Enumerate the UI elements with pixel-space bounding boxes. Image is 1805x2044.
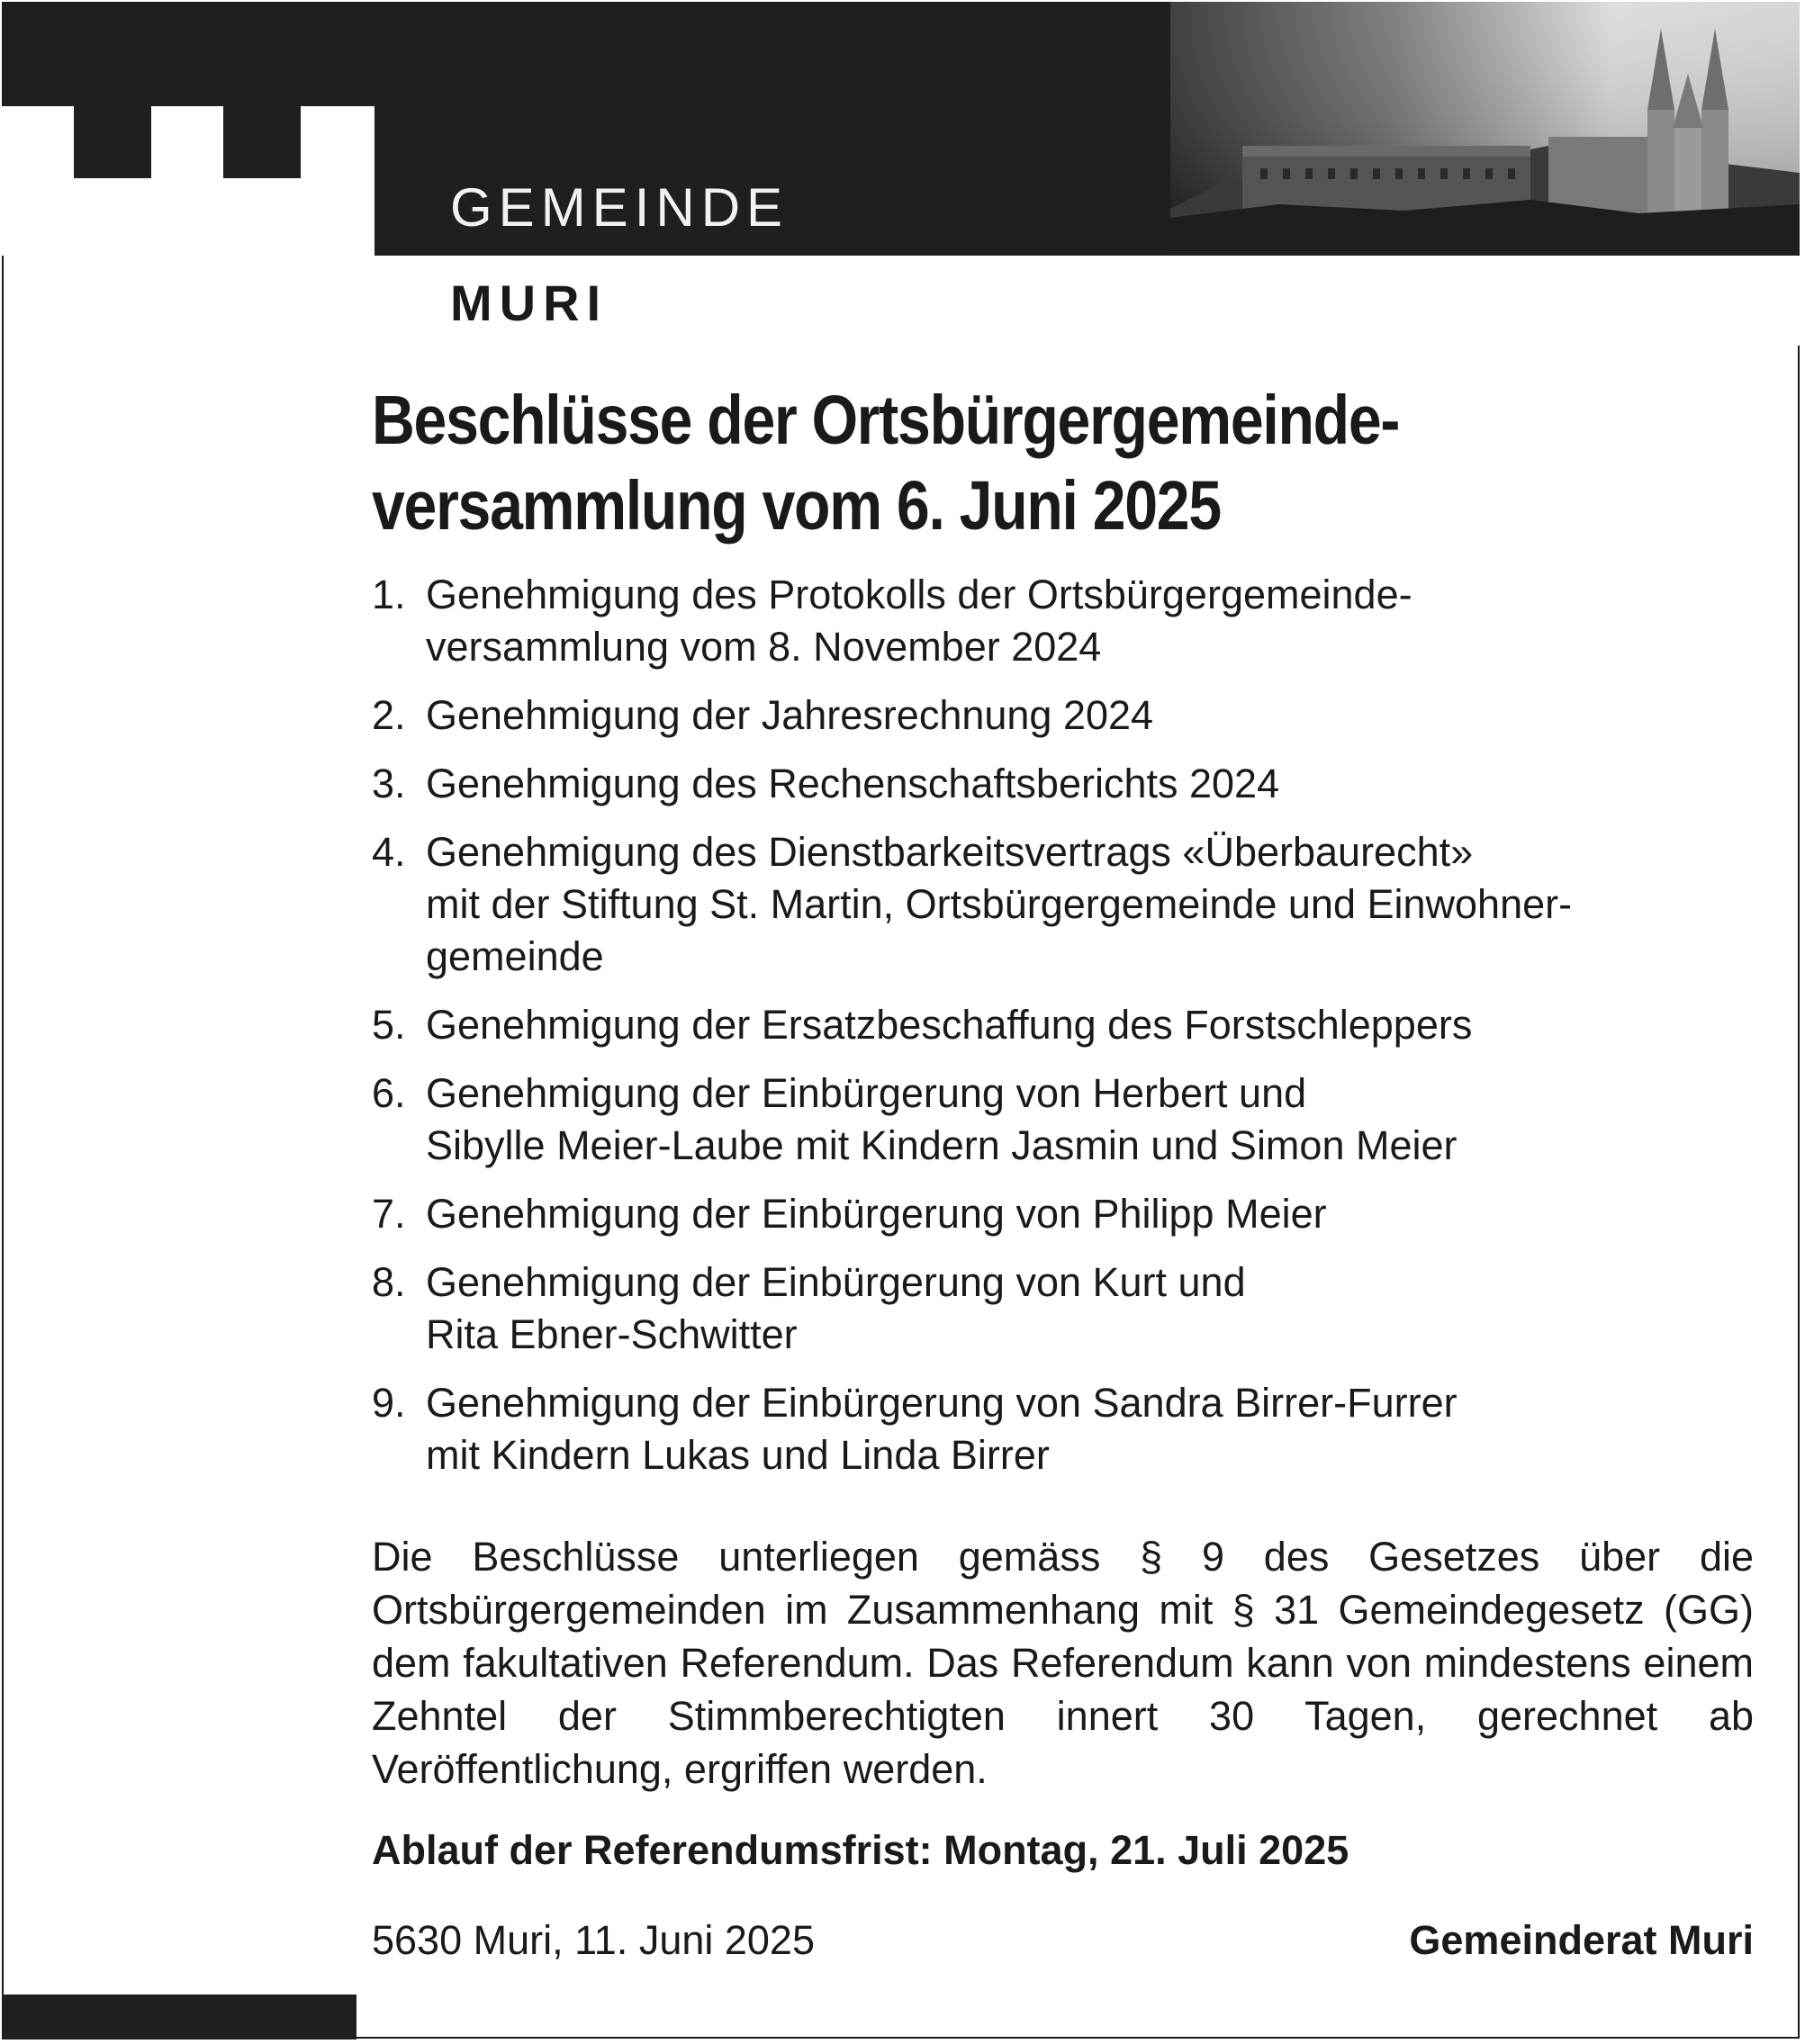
item-number: 7.: [372, 1191, 406, 1237]
item-text: Genehmigung des Rechenschaftsberichts 2024: [426, 761, 1280, 806]
list-item: [372, 1377, 1776, 1481]
place-date: 5630 Muri, 11. Juni 2025: [372, 1917, 815, 1963]
item-text: Genehmigung des Dienstbarkeitsvertrags «Überbaurecht» mit der Stiftung St. Martin, Ortsbürgergemeinde und Einwohner- gemeinde: [426, 829, 1573, 979]
list-item: [372, 1067, 1776, 1172]
crenellation-gap: [151, 106, 223, 178]
resolution-list: [372, 569, 1776, 1498]
item-text: Genehmigung des Protokolls der Ortsbürgergemeinde- versammlung vom 8. November 2024: [426, 572, 1412, 670]
item-text: Genehmigung der Einbürgerung von Sandra Birrer-Furrer mit Kindern Lukas und Linda Birrer: [426, 1380, 1458, 1478]
item-text: Genehmigung der Einbürgerung von Herbert und Sibylle Meier-Laube mit Kindern Jasmin und Simon Meier: [426, 1070, 1458, 1168]
title-line-2: versammlung vom 6. Juni 2025: [372, 467, 1221, 545]
item-text: Genehmigung der Einbürgerung von Kurt und Rita Ebner-Schwitter: [426, 1259, 1246, 1357]
item-number: 2.: [372, 692, 406, 738]
item-number: 9.: [372, 1380, 406, 1426]
title-line-1: Beschlüsse der Ortsbürgergemeinde-: [372, 382, 1400, 459]
list-item: [372, 1188, 1776, 1240]
notice-title: [372, 378, 1580, 549]
item-number: 5.: [372, 1002, 406, 1048]
list-item: [372, 569, 1776, 673]
item-number: 6.: [372, 1070, 406, 1116]
brand-gemeinde: GEMEINDE: [450, 177, 790, 238]
item-text: Genehmigung der Ersatzbeschaffung des Forstschleppers: [426, 1002, 1473, 1048]
signature: Gemeinderat Muri: [1409, 1917, 1754, 1963]
crenellation-merlon: [223, 106, 301, 178]
crenellation-gap: [301, 106, 375, 178]
item-number: 4.: [372, 829, 406, 875]
item-text: Genehmigung der Einbürgerung von Philipp Meier: [426, 1191, 1327, 1237]
referendum-deadline: Ablauf der Referendumsfrist: Montag, 21. Juli 2025: [372, 1827, 1349, 1873]
footer-bar: [2, 1994, 356, 2039]
list-item: [372, 999, 1776, 1051]
crenellation-upper: [2, 2, 375, 106]
crenellation-bottom-white: [2, 178, 375, 256]
item-text: Genehmigung der Jahresrechnung 2024: [426, 692, 1154, 738]
list-item: [372, 689, 1776, 742]
referendum-paragraph: Die Beschlüsse unterliegen gemäss § 9 des Gesetzes über die Ortsbürgergemeinden im Zusammenhang mit § 31 Gemeindegesetz (GG) dem fakultativen Referendum. Das Referendum kann von mindestens einem Zehntel der Stimmberechtigten innert 30 Tagen, gerechnet ab Veröffentlichung, ergriffen werden.: [372, 1534, 1754, 1792]
item-number: 1.: [372, 572, 406, 617]
item-number: 3.: [372, 761, 406, 806]
list-item: [372, 1256, 1776, 1361]
crenellation-merlon: [74, 106, 151, 178]
list-item: [372, 758, 1776, 810]
brand-muri: MURI: [450, 275, 609, 331]
list-item: [372, 826, 1776, 983]
crenellation-gap: [2, 106, 74, 178]
monastery-photo: [1170, 2, 1800, 256]
item-number: 8.: [372, 1259, 406, 1305]
